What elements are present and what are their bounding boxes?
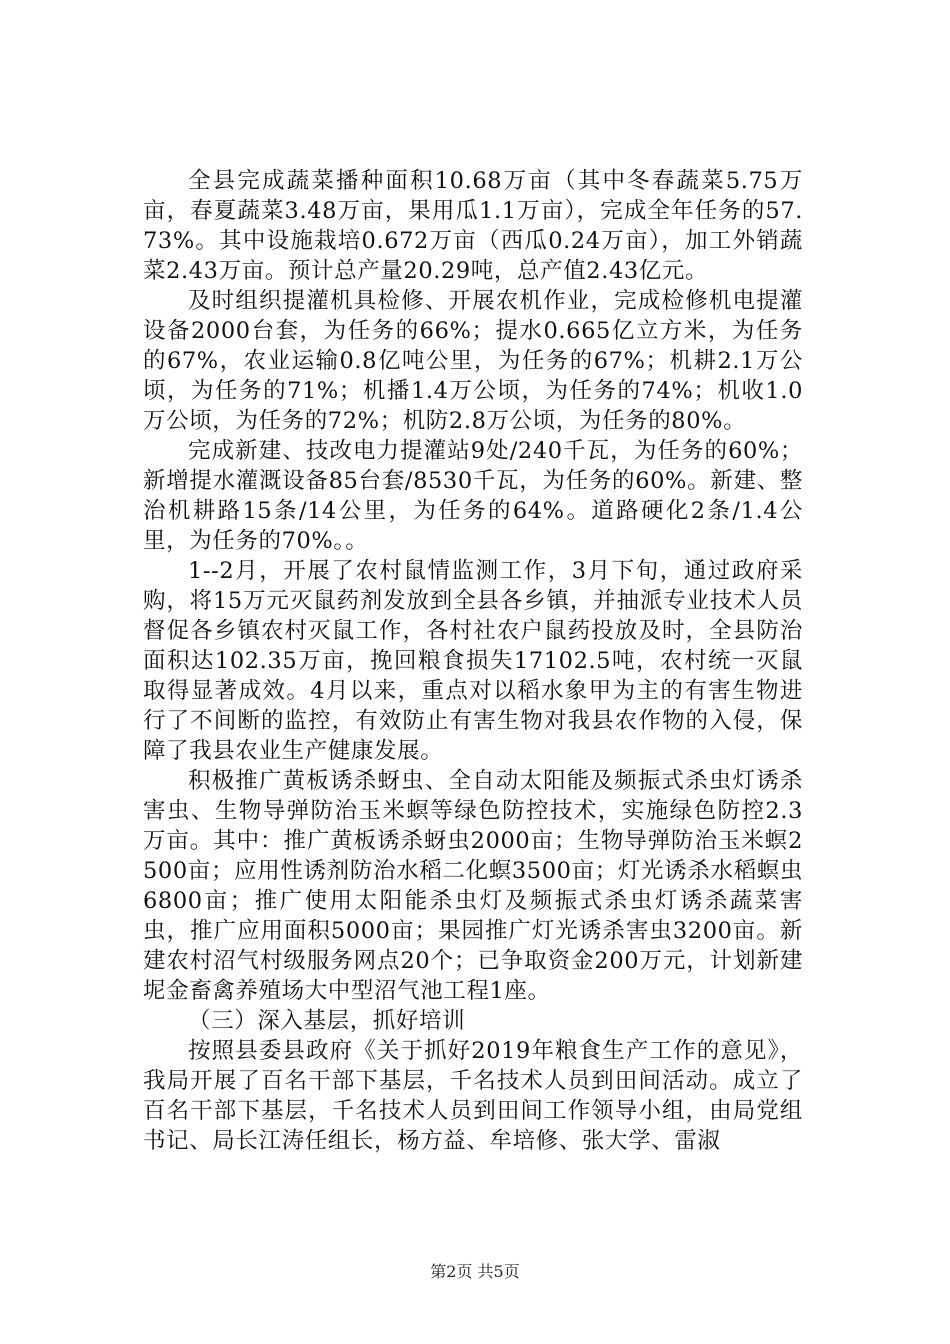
document-body — [143, 166, 803, 1156]
page-number-footer: 第2页 共5页 — [430, 1262, 520, 1281]
paragraph-irrigation-infrastructure: 完成新建、技改电力提灌站9处/240千瓦，为任务的60%；新增提水灌溉设备85台套/8530千瓦，为任务的60%。新建、整治机耕路15条/14公里，为任务的64%。道路硬化2条/1.4公里，为任务的70%。。 — [143, 438, 803, 554]
paragraph-agricultural-machinery: 及时组织提灌机具检修、开展农机作业，完成检修机电提灌设备2000台套，为任务的66%；提水0.665亿立方米，为任务的67%，农业运输0.8亿吨公里，为任务的67%；机耕2.1万公顷，为任务的71%；机播1.4万公顷，为任务的74%；机收1.0万公顷，为任务的72%；机防2.8万公顷，为任务的80%。 — [143, 288, 803, 434]
paragraph-grassroots-activity: 按照县委县政府《关于抓好2019年粮食生产工作的意见》，我局开展了百名干部下基层，千名技术人员到田间活动。成立了百名干部下基层，千名技术人员到田间工作领导小组，由局党组书记、局长江涛任组长，杨方益、牟培修、张大学、雷淑 — [143, 1038, 803, 1154]
paragraph-rodent-control: 1--2月，开展了农村鼠情监测工作，3月下旬，通过政府采购，将15万元灭鼠药剂发放到全县各乡镇，并抽派专业技术人员督促各乡镇农村灭鼠工作，各村社农户鼠药投放及时，全县防治面积达102.35万亩，挽回粮食损失17102.5吨，农村统一灭鼠取得显著成效。4月以来，重点对以稻水象甲为主的有害生物进行了不间断的监控，有效防止有害生物对我县农作物的入侵，保障了我县农业生产健康发展。 — [143, 558, 803, 764]
paragraph-vegetables: 全县完成蔬菜播种面积10.68万亩（其中冬春蔬菜5.75万亩，春夏蔬菜3.48万亩，果用瓜1.1万亩），完成全年任务的57.73%。其中设施栽培0.672万亩（西瓜0.24万亩），加工外销蔬菜2.43万亩。预计总产量20.29吨，总产值2.43亿元。 — [143, 168, 803, 284]
section-heading-training: （三）深入基层，抓好培训 — [188, 1008, 466, 1034]
paragraph-green-pest-control: 积极推广黄板诱杀蚜虫、全自动太阳能及频振式杀虫灯诱杀害虫、生物导弹防治玉米螟等绿色防控技术，实施绿色防控2.3万亩。其中：推广黄板诱杀蚜虫2000亩；生物导弹防治玉米螟2500亩；应用性诱剂防治水稻二化螟3500亩；灯光诱杀水稻螟虫6800亩；推广使用太阳能杀虫灯及频振式杀虫灯诱杀蔬菜害虫，推广应用面积5000亩；果园推广灯光诱杀害虫3200亩。新建农村沼气村级服务网点20个；已争取资金200万元，计划新建坭金畜禽养殖场大中型沼气池工程1座。 — [143, 768, 803, 1004]
